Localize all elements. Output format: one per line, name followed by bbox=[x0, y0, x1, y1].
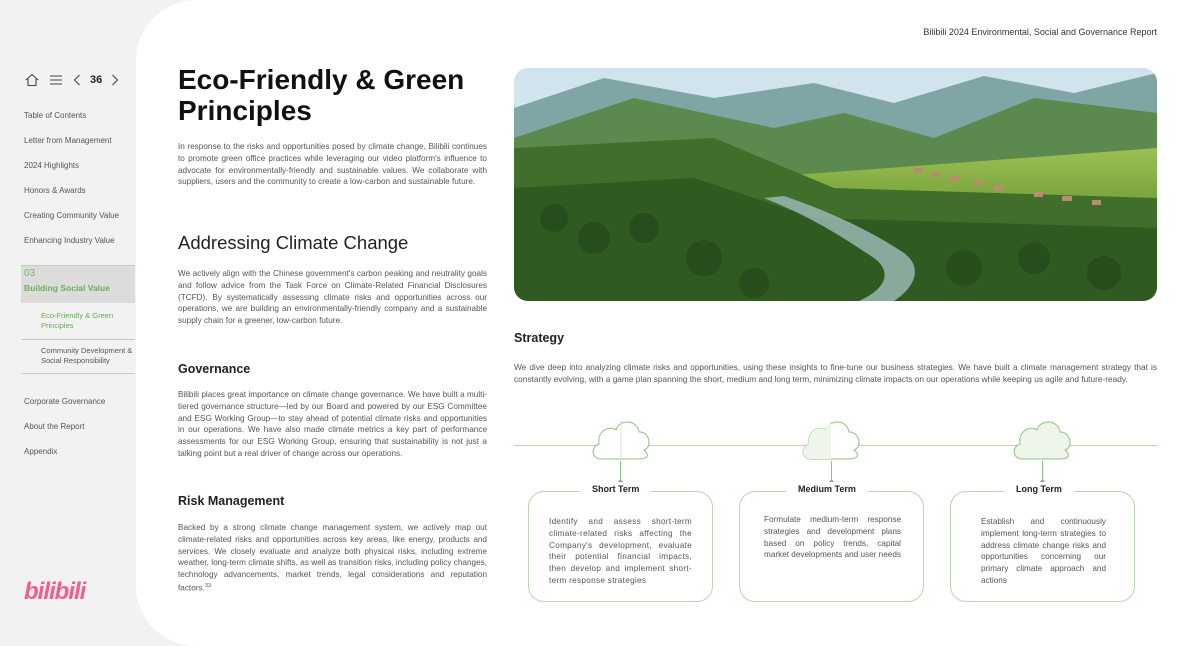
sidebar-item-about-the-report[interactable]: About the Report bbox=[24, 422, 85, 431]
strategy-heading: Strategy bbox=[514, 331, 565, 345]
long-term-text: Establish and continuously implement long-term strategies to address climate change risks and opportunities concerning our primary climate approach and actions bbox=[981, 517, 1106, 585]
section-number: 03 bbox=[24, 268, 36, 279]
sidebar-item-table-of-contents[interactable]: Table of Contents bbox=[24, 111, 87, 120]
sidebar-item-appendix[interactable]: Appendix bbox=[24, 447, 58, 456]
governance-paragraph: Bilibili places great importance on climate change governance. We have built a multi-tiered governance structure—led by our Board and powered by our ESG Committee and ESG Working Group—to stay ahead of potential climate risks and opportunities in our operations. We have also made climate metrics a key part of performance assessments for our ESG Working Group, ensuring that sustainability is not just a talking point but a real driver of change across our operations. bbox=[178, 390, 487, 458]
landscape-photo bbox=[514, 68, 1157, 301]
long-term-title: Long Term bbox=[1004, 482, 1074, 496]
footnote-marker: 33 bbox=[204, 582, 211, 589]
menu-icon[interactable] bbox=[48, 72, 64, 88]
short-term-text: Identify and assess short-term climate-related risks affecting the Company's development, evaluate their potential financial impacts, then develop and implement short-term response strategies bbox=[549, 517, 692, 585]
sidebar-subitem-community-development[interactable]: Community Development & Social Responsibility bbox=[41, 346, 133, 365]
sidebar-menu-lower bbox=[24, 396, 136, 471]
cloud-icon bbox=[1010, 417, 1074, 461]
section-heading: Addressing Climate Change bbox=[178, 232, 409, 253]
sidebar-item-building-social-value[interactable] bbox=[21, 265, 135, 303]
risk-management-paragraph bbox=[178, 522, 487, 595]
medium-term-title: Medium Term bbox=[786, 482, 868, 496]
sidebar-item-corporate-governance[interactable]: Corporate Governance bbox=[24, 397, 106, 406]
page-title: Eco-Friendly & Green Principles bbox=[178, 64, 465, 126]
cloud-icon bbox=[589, 417, 653, 461]
sidebar-item-label: Building Social Value bbox=[24, 283, 110, 293]
chevron-left-icon[interactable] bbox=[72, 72, 82, 88]
sidebar-item-honors-awards[interactable]: Honors & Awards bbox=[24, 186, 86, 195]
sidebar-subitem-eco-friendly[interactable]: Eco-Friendly & Green Principles bbox=[41, 311, 114, 330]
chevron-right-icon[interactable] bbox=[110, 72, 120, 88]
medium-term-text: Formulate medium-term response strategies and development plans based on policy trends, capital market developments and user needs bbox=[764, 515, 901, 560]
governance-heading: Governance bbox=[178, 362, 251, 376]
sidebar-item-enhancing-industry-value[interactable]: Enhancing Industry Value bbox=[24, 236, 115, 245]
bilibili-logo: bilibili bbox=[24, 578, 86, 605]
section-paragraph: We actively align with the Chinese government's carbon peaking and neutrality goals and follow advice from the Task Force on Climate-Related Financial Disclosures (TCFD). By systematically assessing climate risks and opportunities across our operations, we are building an environmentally-friendly company and a sustainable supply chain for a greener, low-carbon future. bbox=[178, 269, 487, 326]
report-title: Bilibili 2024 Environmental, Social and Governance Report bbox=[923, 27, 1157, 37]
sidebar-item-letter-from-management[interactable]: Letter from Management bbox=[24, 136, 112, 145]
strategy-paragraph: We dive deep into analyzing climate risks and opportunities, using these insights to fine-tune our business strategies. We have built a climate management strategy that is constantly evolving, with a game plan spanning the short, medium and long term, minimizing climate impacts on our operations while keeping us agile and future-ready. bbox=[514, 362, 1157, 384]
risk-management-text: Backed by a strong climate change management system, we actively map out climate-related risks and opportunities across key areas, like energy, products and services. We closely evaluate and analyze both physical risks, including extreme weather, long-term climate shifts, as well as transition risks, including policy changes, technology advancements, market trends, legal considerations and reputation factors. bbox=[178, 523, 487, 593]
short-term-title: Short Term bbox=[580, 482, 651, 496]
intro-paragraph: In response to the risks and opportunities posed by climate change, Bilibili continues to promote green office practices while leveraging our video platform's influence to advocate for environmentally-friendly and sustainable values. We collaborate with suppliers, users and the community to create a low-carbon and sustainable future. bbox=[178, 142, 487, 187]
sidebar bbox=[0, 0, 136, 646]
cloud-icon bbox=[799, 417, 863, 461]
page-number: 36 bbox=[90, 74, 103, 86]
divider bbox=[21, 339, 135, 340]
page-navigation bbox=[24, 72, 120, 88]
sidebar-item-creating-community-value[interactable]: Creating Community Value bbox=[24, 211, 120, 220]
divider bbox=[21, 373, 135, 374]
home-icon[interactable] bbox=[24, 72, 40, 88]
sidebar-item-highlights[interactable]: 2024 Highlights bbox=[24, 161, 80, 170]
risk-management-heading: Risk Management bbox=[178, 494, 285, 508]
sidebar-menu bbox=[24, 110, 136, 260]
